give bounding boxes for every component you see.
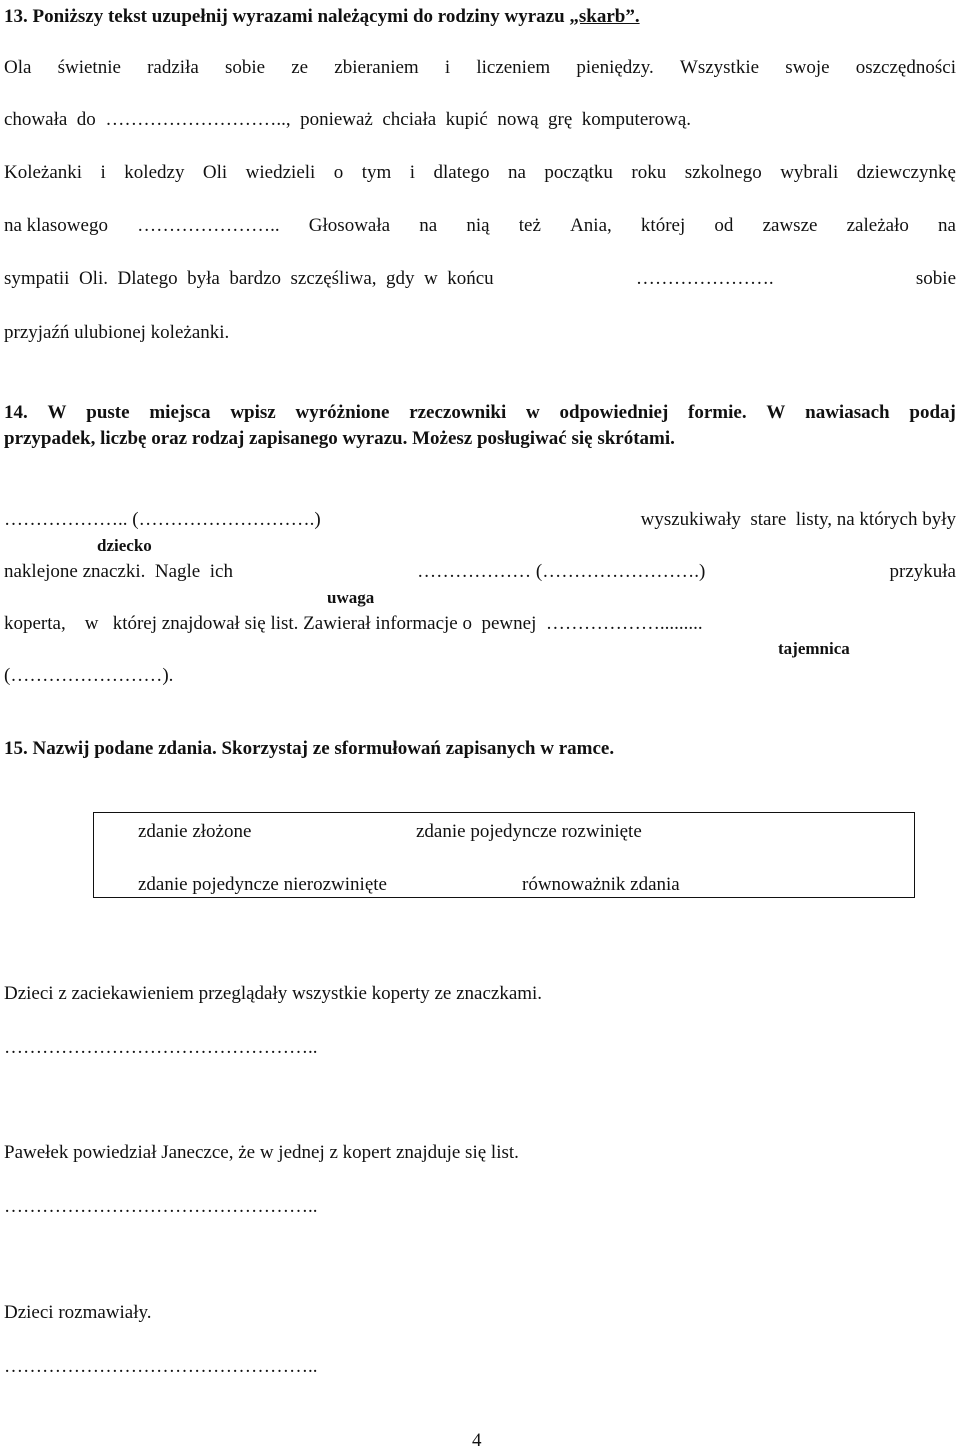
answer-blank-3[interactable]: ………………………………………….. <box>4 1356 318 1377</box>
word-label-tajemnica: tajemnica <box>778 639 850 658</box>
word: 14. <box>4 402 28 423</box>
blank-dzieci[interactable]: ……………….. (……………………….) <box>4 509 321 530</box>
sentence-1: Dzieci z zaciekawieniem przeglądały wszystkie koperty ze znaczkami. <box>4 983 543 1004</box>
word: świetnie <box>57 57 121 78</box>
word: tym <box>361 162 392 183</box>
word: od <box>714 215 734 236</box>
word: zawsze <box>762 215 818 236</box>
text: na klasowego <box>4 215 108 236</box>
word: W <box>47 402 67 423</box>
word: sobie <box>224 57 266 78</box>
blank-przypadek[interactable]: (……………………). <box>4 665 174 686</box>
task15-heading: 15. Nazwij podane zdania. Skorzystaj ze sformułowań zapisanych w ramce. <box>4 738 615 759</box>
blank-zaskarbila[interactable]: …………………. <box>635 268 774 289</box>
blank-skarbonki[interactable]: ……………………….., <box>105 109 291 130</box>
word: puste <box>86 402 130 423</box>
word: formie. <box>688 402 747 423</box>
word: nią <box>466 215 490 236</box>
word: o <box>333 162 344 183</box>
word: oszczędności <box>855 57 956 78</box>
word: dlatego <box>433 162 490 183</box>
word: nawiasach <box>805 402 890 423</box>
task13-heading <box>4 6 640 28</box>
word: swoje <box>785 57 830 78</box>
word: wpisz <box>230 402 276 423</box>
text: wyszukiwały stare listy, na których były <box>640 509 956 530</box>
task14-heading-line-1 <box>4 402 956 424</box>
task13-number: 13. <box>4 6 28 27</box>
word: rzeczowniki <box>409 402 507 423</box>
word: na <box>938 215 956 236</box>
word: szkolnego <box>684 162 762 183</box>
word: odpowiedniej <box>559 402 669 423</box>
word-label-uwaga: uwaga <box>327 588 375 607</box>
word: na <box>507 162 526 183</box>
word: dziewczynkę <box>856 162 956 183</box>
word: Oli <box>202 162 228 183</box>
answer-blank-2[interactable]: ………………………………………….. <box>4 1196 318 1217</box>
word: początku <box>544 162 613 183</box>
text: sympatii Oli. Dlatego była bardzo szczęśliwa, gdy w końcu <box>4 268 494 289</box>
task13-line-6: przyjaźń ulubionej koleżanki. <box>4 322 230 343</box>
task13-line-4 <box>4 215 956 237</box>
word: też <box>518 215 541 236</box>
options-box <box>93 812 915 898</box>
word: miejsca <box>149 402 211 423</box>
word: Wszystkie <box>679 57 760 78</box>
page-number: 4 <box>472 1430 482 1451</box>
word-label-dziecko: dziecko <box>97 536 152 555</box>
text: naklejone znaczki. Nagle ich <box>4 561 233 582</box>
word: radziła <box>147 57 199 78</box>
task14-heading-line-2: przypadek, liczbę oraz rodzaj zapisanego wyrazu. Możesz posługiwać się skrótami. <box>4 428 675 449</box>
task13-line-5 <box>4 268 956 290</box>
task14-row-2 <box>4 561 956 583</box>
word: Ania, <box>570 215 612 236</box>
word: ze <box>291 57 309 78</box>
text: koperta, w której znajdował się list. Zawierał informacje o pewnej <box>4 613 537 634</box>
word: na <box>419 215 438 236</box>
blank-tajemnicy[interactable]: ………………......... <box>545 613 703 634</box>
word: koledzy <box>124 162 185 183</box>
option-pojedyncze-nierozwiniete: zdanie pojedyncze nierozwinięte <box>138 874 387 895</box>
word: zależało <box>846 215 909 236</box>
blank-uwage[interactable]: ……………… (…………………….) <box>417 561 706 582</box>
word: liczeniem <box>476 57 551 78</box>
task13-title-word: „skarb”. <box>569 6 640 27</box>
task13-line-3 <box>4 162 956 184</box>
word: zbieraniem <box>334 57 419 78</box>
word: i <box>409 162 416 183</box>
text: przykuła <box>889 561 956 582</box>
word: której <box>640 215 686 236</box>
task13-line-1 <box>4 57 956 79</box>
word: wyróżnione <box>295 402 390 423</box>
sentence-3: Dzieci rozmawiały. <box>4 1302 152 1323</box>
option-rownowaznik-zdania: równoważnik zdania <box>522 874 680 895</box>
word: Koleżanki <box>4 162 83 183</box>
sentence-2: Pawełek powiedział Janeczce, że w jednej z kopert znajduje się list. <box>4 1142 519 1163</box>
text: ponieważ chciała kupić nową grę komputerową. <box>300 109 692 130</box>
word: wybrali <box>780 162 839 183</box>
answer-blank-1[interactable]: ………………………………………….. <box>4 1037 318 1058</box>
word: Głosowała <box>308 215 391 236</box>
text: sobie <box>915 268 956 289</box>
task14-row-1 <box>4 509 956 531</box>
word: i <box>100 162 106 183</box>
word: wiedzieli <box>245 162 316 183</box>
task14-row-3 <box>4 613 703 635</box>
option-pojedyncze-rozwiniete: zdanie pojedyncze rozwinięte <box>416 821 642 842</box>
word: i <box>444 57 451 78</box>
word: W <box>766 402 786 423</box>
text: chowała do <box>4 109 96 130</box>
word: w <box>526 402 540 423</box>
task13-line-2 <box>4 109 691 131</box>
option-zdanie-zlozone: zdanie złożone <box>138 821 252 842</box>
word: Ola <box>4 57 32 78</box>
word: pieniędzy. <box>576 57 654 78</box>
task13-title: Poniższy tekst uzupełnij wyrazami należącymi do rodziny wyrazu <box>32 6 565 27</box>
word: roku <box>631 162 667 183</box>
blank-skarbnika[interactable]: ………………….. <box>137 215 280 236</box>
word: podaj <box>909 402 956 423</box>
